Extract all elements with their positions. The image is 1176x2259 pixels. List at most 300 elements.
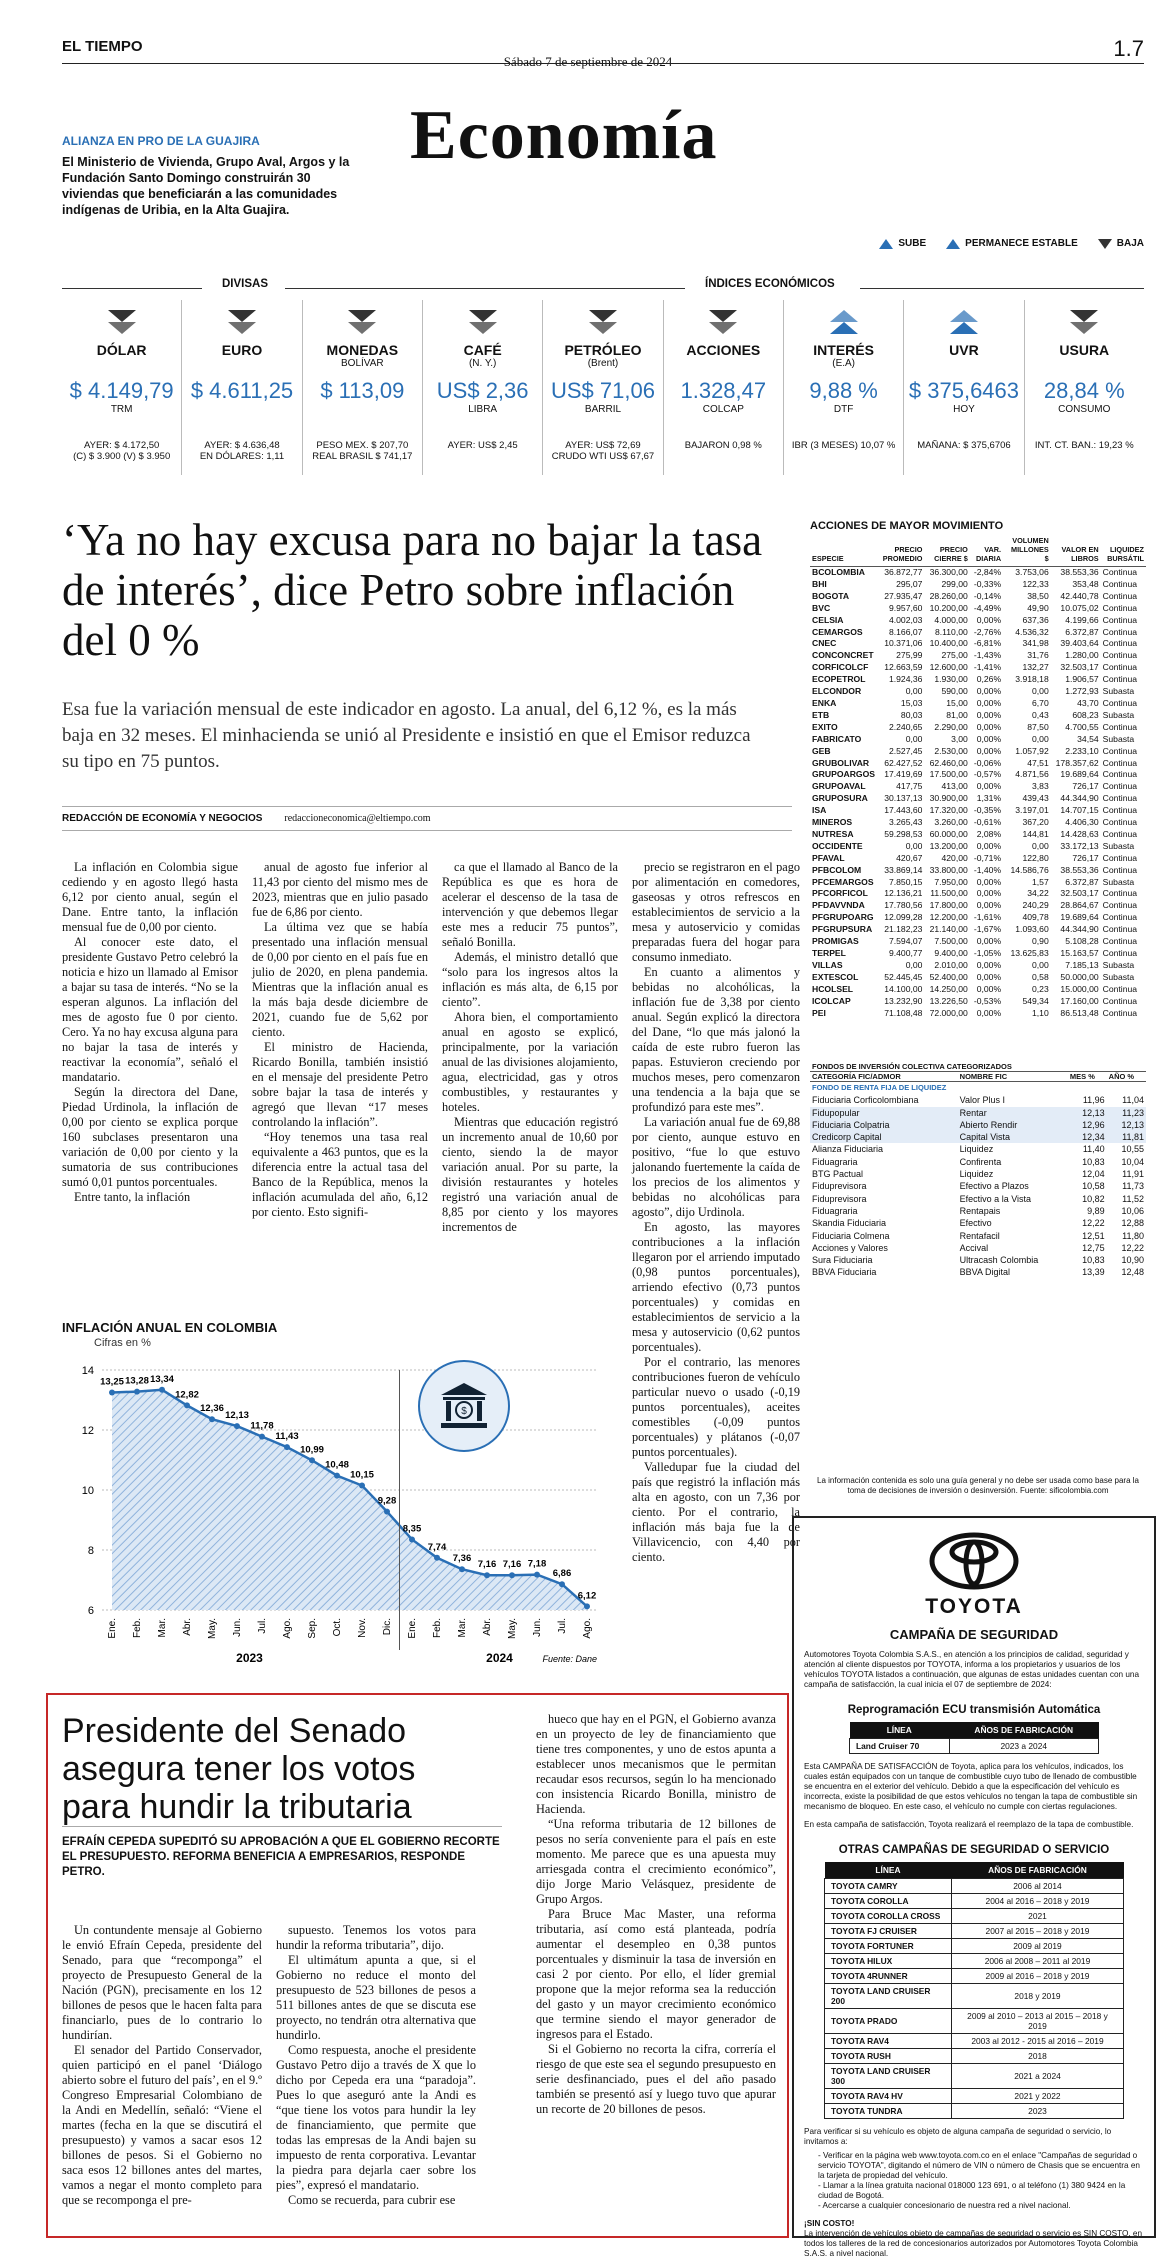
indicator-name: ACCIONES (686, 342, 761, 358)
stock-cell: 15,03 (900, 697, 923, 708)
paragraph: Entre tanto, la inflación (74, 1190, 191, 1204)
area-fill (112, 1390, 587, 1610)
band-rule (285, 288, 685, 289)
stock-cell: 0,00% (976, 686, 1002, 697)
ad-table-cell: 2003 al 2012 - 2015 al 2016 – 2019 (951, 2034, 1123, 2049)
fund-cell: 10,55 (1121, 1144, 1144, 1155)
fund-cell: Fiduprevisora (812, 1193, 867, 1204)
stock-cell: CELSIA (812, 614, 844, 625)
ad-table-cell: 2021 (951, 1909, 1123, 1924)
indicator-extra-1: PESO MEX. $ 207,70 (316, 440, 409, 451)
data-point (484, 1572, 490, 1578)
paragraph: supuesto. Tenemos los votos para hundir la reforma tributaria”, dijo. (276, 1923, 476, 1952)
stock-cell: 8.166,07 (888, 626, 923, 637)
indicator-1 (182, 300, 302, 475)
stock-cell: PROMIGAS (812, 936, 859, 947)
stock-cell: PEI (812, 1007, 826, 1018)
stock-cell: ISA (812, 805, 827, 816)
stock-row (810, 912, 1146, 924)
stock-cell: 439,43 (1022, 793, 1049, 804)
ad-step: - Acercarse a cualquier concesionario de nuestra red a nivel nacional. (818, 2201, 1071, 2210)
senate-headline: Presidente del Senado asegura tener los votos para hundir la tributaria (62, 1712, 416, 1826)
year-label: 2024 (486, 1651, 513, 1665)
stock-cell: BHI (812, 578, 827, 589)
stock-cell: BVC (812, 602, 831, 613)
fund-cell: Fiduciaria Corficolombiana (812, 1095, 919, 1106)
stock-cell: Continua (1102, 828, 1138, 839)
data-point (434, 1555, 440, 1561)
stock-cell: 637,36 (1022, 614, 1049, 625)
stock-cell: Continua (1102, 793, 1138, 804)
stock-cell: 5.108,28 (1065, 936, 1099, 947)
stock-cell: Continua (1102, 745, 1138, 756)
funds-header: NOMBRE FIC (958, 1072, 1068, 1082)
ad-table-cell: TOYOTA RAV4 (825, 2034, 952, 2049)
funds-title: FONDOS DE INVERSIÓN COLECTIVA CATEGORIZADOS (810, 1062, 1146, 1072)
ad-table-cell: TOYOTA LAND CRUISER 300 (825, 2064, 952, 2089)
stock-cell: 14.707,15 (1060, 805, 1099, 816)
stock-cell: 0,00% (976, 1007, 1002, 1018)
indicator-value: $ 4.149,79 (69, 378, 174, 403)
fund-cell: 12,75 (1082, 1242, 1105, 1253)
stock-cell: 9.957,60 (888, 602, 923, 613)
stock-row (810, 936, 1146, 948)
ad-table-cell: TOYOTA PRADO (825, 2009, 952, 2034)
data-point (584, 1603, 590, 1609)
masthead-rule (62, 63, 1144, 64)
stock-cell: 7.594,07 (888, 936, 923, 947)
paragraph: Un contundente mensaje al Gobierno le envió Efraín Cepeda, presidente del Senado, para que “recomponga” el proyecto de Presupuesto General de la Nación (PGN), precisamente en los 12 billones de pesos que le hacen falta para financiarlo, pues de lo contrario lo hundirían. (62, 1923, 262, 2042)
stock-row (810, 948, 1146, 960)
stocks-header: VAR. DIARIA (970, 536, 1003, 567)
stock-cell: 1.924,36 (888, 674, 923, 685)
stock-cell: 38.553,36 (1060, 567, 1099, 577)
stock-cell: Continua (1102, 888, 1138, 899)
y-tick-label: 12 (81, 1425, 94, 1437)
stock-cell: 4.199,66 (1065, 614, 1099, 625)
data-label: 7,16 (477, 1559, 497, 1571)
page-date: Sábado 7 de septiembre de 2024 (503, 54, 673, 69)
stock-cell: 3.197,01 (1015, 805, 1049, 816)
stock-cell: 12.200,00 (929, 912, 968, 923)
stock-cell: 341,98 (1022, 638, 1049, 649)
indicator-extra-1: AYER: $ 4.636,48 (204, 440, 280, 451)
stock-row (810, 1008, 1146, 1020)
fund-cell: Fiduprevisora (812, 1181, 867, 1192)
stock-cell: CORFICOLCF (812, 662, 869, 673)
stock-cell: Continua (1102, 983, 1138, 994)
fund-cell: 11,80 (1122, 1230, 1144, 1241)
data-point (459, 1566, 465, 1572)
stock-cell: 1,57 (1032, 876, 1049, 887)
stock-cell: -0,57% (973, 769, 1002, 780)
stock-cell: Continua (1102, 674, 1138, 685)
ad-table-cell: 2009 al 2016 – 2018 y 2019 (951, 1969, 1123, 1984)
stock-cell: BCOLOMBIA (812, 567, 865, 577)
paragraph: En agosto, las mayores contribuciones a la inflación llegaron por el arriendo imputado (0,98 puntos porcentuales), arriendo efectivo (0,73 puntos porcentuales) y comidas en establecimientos de servicio a la mesa y autoservicio (0,62 puntos porcentuales). (632, 1220, 800, 1354)
data-point (284, 1444, 290, 1450)
data-point (259, 1434, 265, 1440)
stock-cell: 52.445,45 (884, 971, 923, 982)
stock-cell: VILLAS (812, 959, 843, 970)
stock-cell: 81,00 (946, 709, 968, 720)
article-dek: Esa fue la variación mensual de este indicador en agosto. La anual, del 6,12 %, es la más baja en 32 meses. El minhacienda se unió al Presidente e insistió en que el Emisor reduzca su tipo en 75 puntos. (62, 699, 751, 772)
stock-row (810, 591, 1146, 603)
stock-cell: 47,51 (1027, 757, 1049, 768)
stock-cell: 30.900,00 (929, 793, 968, 804)
indicator-6 (784, 300, 904, 475)
indicator-name: PETRÓLEO (564, 342, 642, 358)
stock-cell: 62.460,00 (929, 757, 968, 768)
fund-cell: Sura Fiduciaria (812, 1255, 873, 1266)
newspaper-logo: EL TIEMPO (62, 38, 143, 55)
paragraph: Ahora bien, el comportamiento anual en agosto se explicó, principalmente, por la variación anual de las divisiones alojamiento, agua, electricidad, gas y otros combustibles, y restaurantes y hoteles. (442, 1010, 618, 1114)
indicator-value: $ 113,09 (320, 378, 405, 403)
indicator-sub: (E.A) (832, 358, 856, 369)
fund-row (810, 1205, 1146, 1217)
article-headline: ‘Ya no hay excusa para no bajar la tasa de interés’, dice Petro sobre inflación del 0 % (62, 515, 763, 665)
data-label: 12,82 (175, 1389, 199, 1401)
stock-cell: 0,00% (976, 959, 1002, 970)
fund-cell: 10,90 (1121, 1255, 1144, 1266)
ad-table-header: AÑOS DE FABRICACIÓN (951, 1862, 1123, 1879)
inflation-chart (62, 1340, 622, 1670)
teaser-kicker: ALIANZA EN PRO DE LA GUAJIRA (62, 134, 260, 148)
paragraph: Según la directora del Dane, Piedad Urdinola, la inflación de 0,00 por ciento se explica porque 160 subclases presentaron una variación de 0,00 por ciento y la sumatoria de sus contribuciones sumó 0,01 puntos porcentuales. (62, 1085, 238, 1189)
stocks-header: VOLUMEN MILLONES $ (1003, 536, 1051, 567)
ad-intro: Automotores Toyota Colombia S.A.S., en atención a los principios de calidad, seguridad y atención al cliente dispuestos por TOYOTA, informa a los propietarios y usuarios de los vehículos TOYOTA listados a continuación, que algunas de estas unidades cuentan con una campaña de satisfacción, la cual inicia el 07 de septiembre de 2024: (804, 1650, 1140, 1689)
indicator-extra-2: (C) $ 3.900 (V) $ 3.950 (73, 451, 171, 462)
ad-table-cell: TOYOTA RUSH (825, 2049, 952, 2064)
stock-row (810, 900, 1146, 912)
stock-row (810, 996, 1146, 1008)
fund-cell: Acciones y Valores (812, 1242, 888, 1253)
stock-cell: 38,50 (1027, 590, 1049, 601)
stock-row (810, 627, 1146, 639)
stock-row (810, 924, 1146, 936)
paragraph: El senador del Partido Conservador, quien participó en el panel ‘Diálogo abierto sobre el futuro del país’, en el 9.º Congreso Empresarial Colombiano de la Andi en Medellín, señaló: “Viene el martes (fecha en la que se discutirá el presupuesto) y vamos a sacar esos 12 billones de pesos. Si el Gobierno no saca esos 12 billones antes del martes, vamos a negar el monto completo para que se recomponga el pre- (62, 2043, 262, 2207)
stock-cell: 44.344,90 (1060, 924, 1099, 935)
stock-cell: Continua (1102, 638, 1138, 649)
ad-table-row (825, 1954, 1124, 1969)
stock-cell: Continua (1102, 578, 1138, 589)
page-number: 1.7 (1113, 36, 1144, 61)
x-tick-label: Feb. (132, 1618, 143, 1639)
fund-row (810, 1107, 1146, 1119)
stock-cell: 12.663,59 (884, 662, 923, 673)
fund-cell: Accival (959, 1242, 989, 1253)
stock-cell: 14.100,00 (884, 983, 923, 994)
indicator-2 (303, 300, 423, 475)
stock-cell: 3.265,43 (888, 817, 923, 828)
stock-cell: PFGRUPSURA (812, 924, 873, 935)
stock-cell: 4.871,56 (1015, 769, 1049, 780)
stock-cell: TERPEL (812, 948, 846, 958)
stock-row (810, 734, 1146, 746)
paragraph: Para Bruce Mac Master, una reforma tributaria, así como está planteada, podría aumentar el desempleo en 0,38 puntos porcentuales y disminuir la tasa de inversión en casi 2 por ciento. Por ello, el líder gremial propone que la mejor reforma sea la reducción del gasto y un mayor crecimiento económico que termine siendo el mayor generador de ingresos para el Estado. (536, 1907, 776, 2041)
data-point (134, 1389, 140, 1395)
fund-row (810, 1242, 1146, 1254)
indicator-name: DÓLAR (96, 342, 147, 358)
stock-cell: 19.689,64 (1060, 912, 1099, 923)
stock-cell: 0,43 (1032, 709, 1049, 720)
stock-cell: 0,00 (1032, 686, 1049, 697)
ad-table-row (825, 1984, 1124, 2009)
fund-cell: Liquidez (959, 1169, 994, 1180)
stock-cell: ICOLCAP (812, 995, 851, 1006)
stock-cell: 3.260,00 (934, 817, 968, 828)
stock-cell: -1,40% (973, 864, 1002, 875)
stock-cell: 3,00 (951, 733, 968, 744)
byline-author: REDACCIÓN DE ECONOMÍA Y NEGOCIOS (62, 813, 263, 824)
indicator-sub (1025, 358, 1144, 370)
bank-icon (418, 1360, 510, 1452)
stock-cell: 590,00 (941, 686, 968, 697)
x-tick-label: Ago. (582, 1618, 593, 1639)
funds-subcategory: FONDO DE RENTA FIJA DE LIQUIDEZ (812, 1083, 947, 1092)
ad-table-cell: TOYOTA TUNDRA (825, 2104, 952, 2119)
indicator-unit: LIBRA (468, 404, 498, 415)
fund-row (810, 1230, 1146, 1242)
fund-row (810, 1217, 1146, 1229)
stock-row (810, 972, 1146, 984)
ad-cost-title: ¡SIN COSTO! (804, 2219, 855, 2228)
stock-cell: 420,67 (896, 852, 923, 863)
trend-down-icon (1070, 310, 1098, 336)
stock-cell: 275,00 (941, 650, 968, 661)
stock-cell: 549,34 (1022, 995, 1049, 1006)
data-label: 12,36 (200, 1403, 224, 1415)
ad-cost: La intervención de vehículos objeto de campañas de seguridad o servicio es SIN COSTO, en todos los talleres de la red de concesionarios autorizados por Automotores Toyota Colombia S.A.S. a nivel nacional. (804, 2229, 1143, 2258)
indicator-extra (904, 440, 1023, 451)
stocks-header: PRECIO PROMEDIO (877, 536, 924, 567)
ad-table-row (825, 2064, 1124, 2089)
trend-legend (879, 238, 1144, 249)
fund-cell: 12,48 (1121, 1267, 1144, 1278)
x-tick-label: Sep. (307, 1618, 318, 1639)
data-point (384, 1509, 390, 1515)
data-label: 13,25 (100, 1376, 124, 1388)
stock-cell: GRUPOAVAL (812, 781, 866, 792)
stock-row (810, 781, 1146, 793)
stock-cell: -2,76% (973, 626, 1002, 637)
stock-cell: GRUPOARGOS (812, 769, 876, 780)
data-label: 9,28 (377, 1495, 397, 1507)
stock-cell: 1.280,00 (1065, 650, 1099, 661)
ad-step: - Llamar a la línea gratuita nacional 018000 123 691, o al teléfono (1) 380 9424 en la ciudad de Bogotá. (818, 2181, 1126, 2200)
byline-email[interactable]: redaccioneconomica@eltiempo.com (284, 813, 431, 824)
indicator-unit: TRM (110, 404, 133, 415)
stock-row (810, 579, 1146, 591)
stocks-table (810, 536, 1146, 1019)
ad-campaign-title: CAMPAÑA DE SEGURIDAD (889, 1627, 1059, 1642)
indicator-extra-1: AYER: US$ 72,69 (565, 440, 641, 451)
fund-cell: Efectivo (959, 1218, 992, 1229)
stock-cell: 12.099,28 (884, 912, 923, 923)
stock-cell: 0,00% (976, 697, 1002, 708)
legend-down (1098, 238, 1144, 249)
funds-table (810, 1062, 1146, 1279)
indicator-8 (1025, 300, 1144, 475)
stock-cell: 1,10 (1032, 1007, 1049, 1018)
data-point (109, 1390, 115, 1396)
fund-row (810, 1143, 1146, 1155)
indicator-value: 1.328,47 (680, 378, 767, 403)
data-label: 11,43 (275, 1431, 299, 1443)
band-rule (62, 288, 202, 289)
indicator-extra-2: EN DÓLARES: 1,11 (199, 451, 285, 462)
ad-table-row (825, 2089, 1124, 2104)
indicator-unit: BARRIL (584, 404, 622, 415)
ad-table-cell: 2023 a 2024 (949, 1739, 1099, 1754)
data-label: 10,99 (300, 1444, 324, 1456)
stock-cell: 0,00 (905, 686, 923, 697)
stock-cell: BOGOTA (812, 590, 850, 601)
indicator-extra (664, 440, 783, 451)
x-tick-label: Dic. (382, 1618, 393, 1636)
indicator-extra (1025, 440, 1144, 451)
ad-table-row (825, 2104, 1124, 2119)
stock-row (810, 829, 1146, 841)
stock-cell: 11.500,00 (930, 888, 968, 899)
paragraph: El ministro de Hacienda, Ricardo Bonilla, también insistió en el mensaje del presidente Petro sobre bajar la tasa de interés y agregó que llevan “17 meses controlando la inflación”. (252, 1040, 428, 1129)
stock-cell: 0,26% (976, 674, 1002, 685)
funds-header: MES % (1068, 1072, 1107, 1082)
fund-cell: Liquidez (959, 1144, 994, 1155)
indicator-value: 9,88 % (809, 378, 878, 403)
senate-dek: EFRAÍN CEPEDA SUPEDITÓ SU APROBACIÓN A QUE EL GOBIERNO RECORTE EL PRESUPUESTO. REFORMA BENEFICIA A EMPRESARIOS, RESPONDE PETRO. (62, 1826, 502, 1880)
stock-cell: 0,00 (1032, 840, 1049, 851)
fund-cell: 10,04 (1121, 1156, 1144, 1167)
paragraph: ca que el llamado al Banco de la República es que es hora de acelerar el descenso de la tasa de intervención y que debemos llegar este mes a reducir 75 puntos”, señaló Bonilla. (442, 860, 618, 949)
stock-row (810, 674, 1146, 686)
indicators-strip (62, 300, 1144, 475)
stock-cell: Continua (1102, 626, 1138, 637)
stock-row (810, 638, 1146, 650)
indicator-sub: (N. Y.) (468, 358, 497, 369)
data-point (209, 1416, 215, 1422)
stock-cell: 0,00% (976, 709, 1002, 720)
fund-cell: 10,06 (1121, 1205, 1144, 1216)
stock-cell: 240,29 (1022, 900, 1049, 911)
stock-cell: -0,14% (973, 590, 1002, 601)
stock-row (810, 746, 1146, 758)
fund-cell: 12,34 (1068, 1131, 1107, 1143)
article-column-2 (252, 860, 428, 1235)
stock-cell: ECOPETROL (812, 674, 866, 685)
fund-cell: 11,96 (1082, 1095, 1105, 1106)
fund-cell: Skandia Fiduciaria (812, 1218, 887, 1229)
stock-cell: 43,70 (1077, 697, 1099, 708)
stock-cell: Subasta (1102, 959, 1135, 970)
indicator-value: US$ 71,06 (550, 378, 655, 403)
stock-cell: 0,00% (976, 745, 1002, 756)
ad-table-row (825, 1924, 1124, 1939)
stock-cell: 413,00 (941, 781, 968, 792)
stock-cell: 21.182,23 (884, 924, 923, 935)
indicator-name: USURA (1059, 342, 1110, 358)
ad-table-row (825, 1894, 1124, 1909)
data-label: 8,35 (402, 1523, 422, 1535)
legend-flat (946, 238, 1078, 249)
indicator-value: 28,84 % (1043, 378, 1125, 403)
funds-table-block (810, 1062, 1146, 1279)
fund-row (810, 1180, 1146, 1192)
fund-row (810, 1254, 1146, 1266)
stocks-header: LIQUIDEZ BURSÁTIL (1101, 536, 1146, 567)
stocks-title: ACCIONES DE MAYOR MOVIMIENTO (810, 520, 1004, 532)
stock-cell: -1,43% (973, 650, 1002, 661)
stock-cell: Continua (1102, 650, 1138, 661)
ad-table-cell: TOYOTA RAV4 HV (825, 2089, 952, 2104)
ad-table-row (825, 2009, 1124, 2034)
indicator-sub: (Brent) (587, 358, 619, 369)
stock-cell: 10.371,06 (884, 638, 923, 649)
fund-cell: 12,22 (1082, 1218, 1105, 1229)
fund-cell: BTG Pactual (812, 1169, 864, 1180)
fund-cell: Fidupopular (810, 1107, 958, 1119)
fund-row (810, 1193, 1146, 1205)
ad-brand: TOYOTA (925, 1595, 1023, 1618)
paragraph: Valledupar fue la ciudad del país que registró la inflación más alta en agosto, con un 7,36 por ciento. Por el contrario, la inflación más baja fue la de Villavicencio, con 4,40 por ciento. (632, 1460, 800, 1564)
stock-cell: 1.930,00 (934, 674, 968, 685)
stock-cell: 52.400,00 (929, 971, 968, 982)
stock-row (810, 888, 1146, 900)
stock-cell: 420,00 (941, 852, 968, 863)
stock-cell: 0,00% (976, 781, 1002, 792)
fund-cell: 9,89 (1087, 1205, 1105, 1216)
stock-row (810, 805, 1146, 817)
stock-cell: Continua (1102, 852, 1138, 863)
data-point (359, 1483, 365, 1489)
data-label: 11,78 (250, 1420, 274, 1432)
data-label: 7,36 (452, 1553, 472, 1565)
indicator-extra (303, 440, 422, 462)
stock-cell: 2,08% (976, 828, 1002, 839)
stock-cell: 0,00% (976, 721, 1002, 732)
x-tick-label: Abr. (482, 1618, 493, 1636)
article-byline (62, 806, 792, 831)
paragraph: hueco que hay en el PGN, el Gobierno avanza en un proyecto de ley de financiamiento que tiene tres componentes, y uno de estos apunta a establecer unos mecanismos que le permitan recaudar esos recursos, según lo ha mencionado con insistencia Ricardo Bonilla, ministro de Hacienda. (536, 1712, 776, 1816)
data-point (234, 1423, 240, 1429)
arrow-down-icon (1098, 239, 1112, 249)
indicator-extra-2: MAÑANA: $ 375,6706 (917, 440, 1011, 451)
stock-cell: NUTRESA (812, 828, 854, 839)
article-column-1 (62, 860, 238, 1235)
fund-cell: Valor Plus I (959, 1095, 1006, 1106)
stock-cell: 31,76 (1027, 650, 1049, 661)
fund-cell: 10,82 (1082, 1193, 1105, 1204)
fund-cell: BBVA Digital (959, 1267, 1011, 1278)
band-rule (860, 288, 1144, 289)
stock-cell: 275,99 (896, 650, 923, 661)
stock-cell: Subasta (1102, 709, 1135, 720)
stock-cell: -0,61% (973, 817, 1002, 828)
fund-cell: 11,91 (1122, 1169, 1144, 1180)
paragraph: anual de agosto fue inferior al 11,43 por ciento del mismo mes de 2023, mientras que en julio pasado fue de 6,86 por ciento. (252, 860, 428, 919)
stock-cell: 34,54 (1077, 733, 1099, 744)
y-tick-label: 8 (87, 1545, 94, 1557)
ad-table-cell: TOYOTA CAMRY (825, 1879, 952, 1894)
stock-row (810, 841, 1146, 853)
stock-cell: Continua (1102, 769, 1138, 780)
stock-cell: -0,71% (973, 852, 1002, 863)
indicator-name: INTERÉS (813, 342, 874, 358)
stock-cell: OCCIDENTE (812, 840, 863, 851)
ad-table-cell: 2023 (951, 2104, 1123, 2119)
stock-cell: Continua (1102, 614, 1138, 625)
stock-cell: -1,05% (973, 948, 1002, 958)
